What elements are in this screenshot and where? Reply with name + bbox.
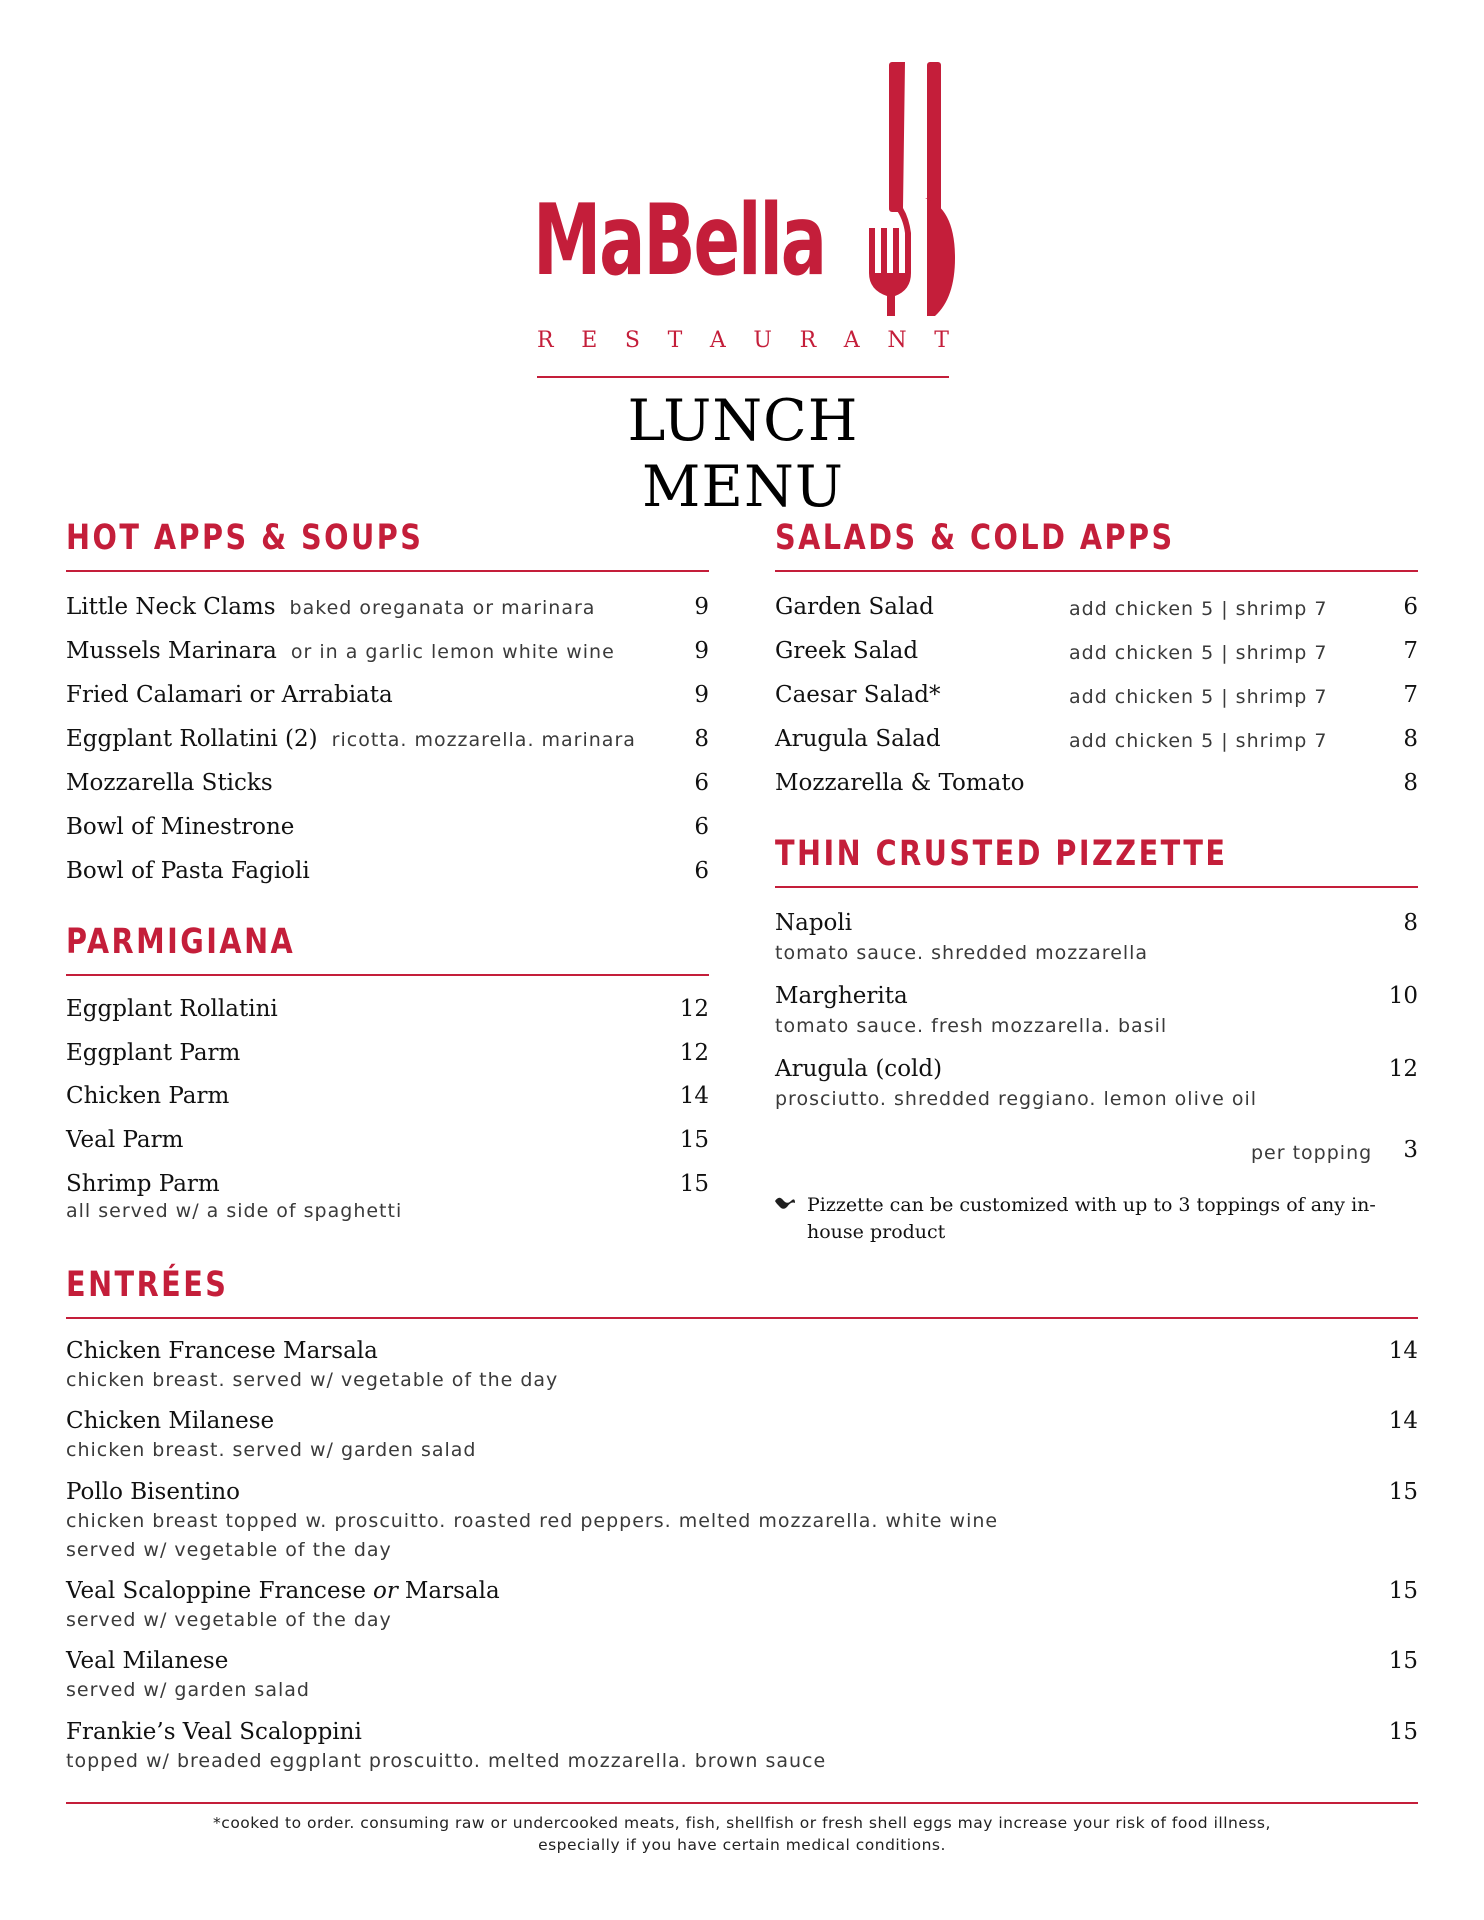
item-name: Chicken Parm: [66, 1083, 230, 1109]
menu-item: [66, 858, 310, 884]
item-price: 14: [679, 1083, 709, 1109]
item-name: Eggplant Rollatini: [66, 996, 278, 1022]
menu-item: [775, 726, 941, 752]
item-price: 15: [679, 1127, 709, 1153]
item-description: ricotta. mozzarella. marinara: [331, 729, 636, 751]
fork-knife-icon: [865, 58, 957, 316]
item-description: or in a garlic lemon white wine: [290, 641, 615, 663]
disclaimer-line: especially if you have certain medical conditions.: [538, 1836, 946, 1854]
menu-item: [775, 682, 941, 708]
item-description: chicken breast topped w. proscuitto. roasted red peppers. melted mozzarella. white wine: [66, 1510, 999, 1532]
item-price: 9: [694, 638, 709, 664]
item-price: 6: [1403, 594, 1418, 620]
menu-item: [66, 770, 273, 796]
subtitle-letter: T: [934, 328, 949, 353]
ornament-icon: [773, 1195, 797, 1213]
item-price: 15: [1388, 1479, 1418, 1505]
item-name: Eggplant Parm: [66, 1040, 241, 1066]
item-description: tomato sauce. shredded mozzarella: [775, 942, 1149, 964]
item-price: 8: [1403, 910, 1418, 936]
item-addon: add chicken 5 | shrimp 7: [1069, 642, 1328, 664]
section-title-entrees: ENTRÉES: [66, 1265, 229, 1305]
item-name: Little Neck Clams: [66, 594, 276, 620]
item-name: Greek Salad: [775, 638, 919, 664]
topping-price: 3: [1403, 1137, 1418, 1163]
item-price: 15: [1388, 1578, 1418, 1604]
item-price: 10: [1388, 983, 1418, 1009]
item-name: Mussels Marinara: [66, 638, 277, 664]
item-description: chicken breast. served w/ garden salad: [66, 1439, 477, 1461]
section-divider: [775, 570, 1418, 572]
item-price: 12: [1388, 1056, 1418, 1082]
menu-item: [775, 770, 1025, 796]
item-price: 8: [694, 726, 709, 752]
subtitle-letter: N: [887, 328, 907, 353]
section-divider: [775, 886, 1418, 888]
item-price: 12: [679, 996, 709, 1022]
item-price: 15: [679, 1171, 709, 1197]
item-price: 14: [1388, 1408, 1418, 1434]
item-name: Napoli: [775, 910, 853, 936]
logo-divider: [537, 376, 949, 378]
subtitle-letter: E: [581, 328, 598, 353]
disclaimer-line: *cooked to order. consuming raw or undercooked meats, fish, shellfish or fresh shell eggs may increase your risk of food illness,: [213, 1814, 1271, 1832]
item-name: Eggplant Rollatini (2): [66, 726, 318, 752]
menu-item: [66, 1408, 274, 1434]
section-divider: [66, 1317, 1418, 1319]
section-title-pizzette: THIN CRUSTED PIZZETTE: [775, 834, 1228, 874]
item-description: served w/ vegetable of the day: [66, 1539, 392, 1561]
subtitle-letter: S: [624, 328, 640, 353]
section-divider: [66, 974, 709, 976]
item-description: baked oreganata or marinara: [289, 597, 596, 619]
footer-divider: [66, 1802, 1418, 1804]
item-price: 6: [694, 770, 709, 796]
menu-item: [66, 996, 278, 1022]
section-divider: [66, 570, 709, 572]
item-name: Caesar Salad*: [775, 682, 941, 708]
footer-disclaimer: [66, 1812, 1418, 1856]
item-price: 8: [1403, 726, 1418, 752]
item-name: Margherita: [775, 983, 908, 1009]
item-price: 6: [694, 858, 709, 884]
item-price: 9: [694, 594, 709, 620]
item-description: served w/ vegetable of the day: [66, 1609, 392, 1631]
menu-item: [66, 1171, 220, 1197]
item-name: Bowl of Pasta Fagioli: [66, 858, 310, 884]
menu-item: [66, 1040, 240, 1066]
item-price: 7: [1403, 682, 1418, 708]
topping-label: per topping: [1251, 1142, 1373, 1164]
menu-item: [66, 1083, 229, 1109]
menu-item: [66, 726, 636, 752]
item-description: served w/ garden salad: [66, 1679, 310, 1701]
subtitle-letter: T: [667, 328, 683, 353]
item-name: Garden Salad: [775, 594, 934, 620]
item-name: Veal Scaloppine Francese: [66, 1578, 366, 1604]
item-name: Arugula Salad: [775, 726, 941, 752]
item-description: prosciutto. shredded reggiano. lemon olive oil: [775, 1088, 1258, 1110]
item-name: Veal Parm: [66, 1127, 184, 1153]
item-description: tomato sauce. fresh mozzarella. basil: [775, 1015, 1168, 1037]
menu-item: [775, 983, 908, 1009]
menu-item: [66, 638, 615, 664]
item-price: 15: [1388, 1648, 1418, 1674]
item-name: Mozzarella Sticks: [66, 770, 273, 796]
menu-item: [66, 1648, 228, 1674]
note-text: Pizzette can be customized with up to 3 toppings of any in-house product: [807, 1194, 1376, 1243]
menu-item: [775, 1056, 942, 1082]
restaurant-subtitle: [537, 328, 949, 353]
menu-item: [66, 1338, 378, 1364]
item-name: Veal Milanese: [66, 1648, 229, 1674]
item-name: Frankie’s Veal Scaloppini: [66, 1719, 362, 1745]
item-name: Bowl of Minestrone: [66, 814, 295, 840]
item-name: Mozzarella & Tomato: [775, 770, 1025, 796]
item-name: Chicken Milanese: [66, 1408, 275, 1434]
item-name: Fried Calamari or Arrabiata: [66, 682, 393, 708]
item-name: Shrimp Parm: [66, 1171, 220, 1197]
section-title-salads: SALADS & COLD APPS: [775, 518, 1175, 558]
menu-item: [775, 638, 918, 664]
pizzette-note: [773, 1192, 1413, 1246]
section-title-parmigiana: PARMIGIANA: [66, 922, 296, 962]
menu-item: [775, 594, 934, 620]
item-name-or: or: [372, 1578, 398, 1604]
brand-name: MaBella: [533, 184, 825, 298]
subtitle-letter: R: [799, 328, 817, 353]
restaurant-logo: [533, 58, 955, 520]
item-addon: add chicken 5 | shrimp 7: [1069, 686, 1328, 708]
item-price: 8: [1403, 770, 1418, 796]
item-name: Chicken Francese Marsala: [66, 1338, 378, 1364]
item-addon: add chicken 5 | shrimp 7: [1069, 730, 1328, 752]
subtitle-letter: A: [709, 328, 726, 353]
item-name: Arugula (cold): [775, 1056, 943, 1082]
item-price: 15: [1388, 1719, 1418, 1745]
subtitle-letter: A: [843, 328, 860, 353]
item-name: Marsala: [404, 1578, 500, 1604]
subtitle-letter: R: [537, 328, 554, 353]
item-addon: add chicken 5 | shrimp 7: [1069, 598, 1328, 620]
section-title-hot-apps: HOT APPS & SOUPS: [66, 518, 424, 558]
menu-title: LUNCH MENU: [627, 388, 859, 520]
item-price: 12: [679, 1040, 709, 1066]
menu-item: [66, 1479, 240, 1505]
menu-item: [66, 1719, 362, 1745]
menu-item: [66, 594, 595, 620]
menu-item: [775, 910, 852, 936]
item-price: 6: [694, 814, 709, 840]
item-price: 9: [694, 682, 709, 708]
menu-item: [66, 682, 393, 708]
item-price: 7: [1403, 638, 1418, 664]
menu-item: [66, 1578, 500, 1604]
item-name: Pollo Bisentino: [66, 1479, 241, 1505]
menu-item: [66, 1127, 183, 1153]
item-price: 14: [1388, 1338, 1418, 1364]
menu-item: [66, 814, 294, 840]
item-description: topped w/ breaded eggplant proscuitto. melted mozzarella. brown sauce: [66, 1750, 827, 1772]
item-description: chicken breast. served w/ vegetable of the day: [66, 1369, 559, 1391]
section-note: all served w/ a side of spaghetti: [66, 1200, 403, 1222]
subtitle-letter: U: [753, 328, 772, 353]
